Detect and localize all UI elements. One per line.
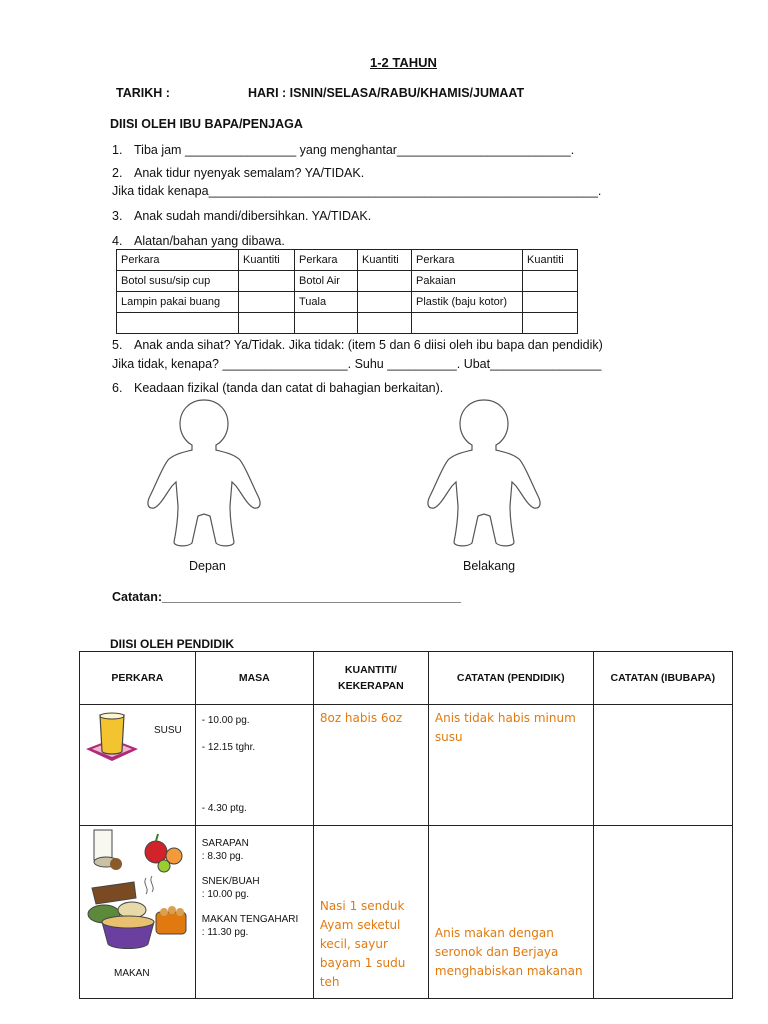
- time-entry: SARAPAN: [201, 838, 249, 849]
- question-2-sub: Jika tidak kenapa________________________________________________________.: [112, 184, 602, 198]
- row-label: SUSU: [154, 725, 182, 736]
- question-6: [112, 381, 443, 395]
- table-row: [80, 705, 733, 826]
- table-header-row: [80, 652, 733, 705]
- item-cell: [80, 705, 196, 826]
- body-back-figure[interactable]: [420, 396, 548, 548]
- quantity-cell[interactable]: [239, 313, 295, 334]
- time-entry: - 4.30 ptg.: [201, 803, 247, 814]
- header-cell: Perkara: [295, 250, 358, 271]
- table-row: [117, 292, 578, 313]
- question-text: Anak tidur nyenyak semalam? YA/TIDAK.: [134, 166, 365, 180]
- table-row: [80, 826, 733, 999]
- question-2: [112, 166, 364, 180]
- item-cell[interactable]: [295, 313, 358, 334]
- day-label: HARI : ISNIN/SELASA/RABU/KHAMIS/JUMAAT: [248, 86, 525, 100]
- food-icon: [82, 826, 192, 956]
- teacher-note-cell[interactable]: [428, 826, 593, 999]
- question-number: 1.: [112, 143, 123, 157]
- time-entry: : 10.00 pg.: [201, 889, 250, 900]
- table-row: [117, 313, 578, 334]
- item-cell: [80, 826, 196, 999]
- row-label: MAKAN: [114, 968, 150, 979]
- notes-line[interactable]: Catatan:___________________________________________: [112, 590, 461, 604]
- teacher-section-heading: DIISI OLEH PENDIDIK: [110, 637, 235, 651]
- item-cell: Plastik (baju kotor): [412, 292, 523, 313]
- table-header-row: [117, 250, 578, 271]
- figure-front-label: Depan: [189, 559, 226, 573]
- question-5: [112, 338, 603, 352]
- teacher-note: Anis makan dengan seronok dan Berjaya menghabiskan makanan: [434, 926, 583, 978]
- question-number: 2.: [112, 166, 123, 180]
- item-cell: Botol Air: [295, 271, 358, 292]
- item-cell: Lampin pakai buang: [117, 292, 239, 313]
- question-number: 3.: [112, 209, 123, 223]
- time-entry: - 12.15 tghr.: [201, 742, 256, 753]
- quantity-cell[interactable]: [523, 292, 578, 313]
- quantity-cell[interactable]: [523, 271, 578, 292]
- header-cell: Perkara: [412, 250, 523, 271]
- item-cell: Pakaian: [412, 271, 523, 292]
- header-cell: Kuantiti: [358, 250, 412, 271]
- parent-section-heading: DIISI OLEH IBU BAPA/PENJAGA: [110, 117, 303, 131]
- figure-back-label: Belakang: [463, 559, 516, 573]
- items-brought-table: [116, 249, 578, 334]
- quantity-cell[interactable]: [239, 292, 295, 313]
- question-5-sub: Jika tidak, kenapa? __________________. Suhu __________. Ubat________________: [112, 357, 602, 371]
- quantity-cell[interactable]: [313, 705, 428, 826]
- time-entry: : 8.30 pg.: [201, 851, 244, 862]
- header-cell: CATATAN (IBUBAPA): [593, 652, 732, 705]
- item-cell: Tuala: [295, 292, 358, 313]
- header-cell: CATATAN (PENDIDIK): [428, 652, 593, 705]
- header-cell: KUANTITI/ KEKERAPAN: [313, 652, 428, 705]
- time-cell: [195, 705, 313, 826]
- parent-note-cell[interactable]: [593, 826, 732, 999]
- question-number: 6.: [112, 381, 123, 395]
- teacher-note: Anis tidak habis minum susu: [434, 711, 576, 744]
- page-title: 1-2 TAHUN: [370, 55, 437, 70]
- header-cell: PERKARA: [80, 652, 196, 705]
- header-cell: MASA: [195, 652, 313, 705]
- quantity-cell[interactable]: [523, 313, 578, 334]
- header-cell: Kuantiti: [523, 250, 578, 271]
- time-entry: SNEK/BUAH: [201, 876, 260, 887]
- time-entry: - 10.00 pg.: [201, 715, 250, 726]
- question-4: [112, 234, 285, 248]
- question-text: Alatan/bahan yang dibawa.: [134, 234, 285, 248]
- quantity-cell[interactable]: [358, 313, 412, 334]
- question-text: Tiba jam ________________ yang menghantar_________________________.: [134, 143, 575, 157]
- question-number: 5.: [112, 338, 123, 352]
- quantity-note: Nasi 1 senduk Ayam seketul kecil, sayur bayam 1 sudu teh: [319, 899, 406, 989]
- question-3: [112, 209, 371, 223]
- teacher-log-table: [79, 651, 733, 999]
- table-row: [117, 271, 578, 292]
- quantity-cell[interactable]: [358, 292, 412, 313]
- quantity-cell[interactable]: [239, 271, 295, 292]
- body-front-figure[interactable]: [140, 396, 268, 548]
- time-cell: [195, 826, 313, 999]
- quantity-cell[interactable]: [358, 271, 412, 292]
- item-cell[interactable]: [412, 313, 523, 334]
- header-cell: Kuantiti: [239, 250, 295, 271]
- item-cell: Botol susu/sip cup: [117, 271, 239, 292]
- time-entry: MAKAN TENGAHARI: [201, 914, 299, 925]
- question-text: Keadaan fizikal (tanda dan catat di bahagian berkaitan).: [134, 381, 444, 395]
- quantity-note: 8oz habis 6oz: [319, 711, 403, 725]
- question-text: Anak sudah mandi/dibersihkan. YA/TIDAK.: [134, 209, 372, 223]
- teacher-note-cell[interactable]: [428, 705, 593, 826]
- time-entry: : 11.30 pg.: [201, 927, 249, 938]
- quantity-cell[interactable]: [313, 826, 428, 999]
- milk-glass-icon: [84, 709, 140, 765]
- item-cell[interactable]: [117, 313, 239, 334]
- parent-note-cell[interactable]: [593, 705, 732, 826]
- date-label: TARIKH :: [116, 86, 170, 100]
- question-1: [112, 143, 574, 157]
- question-text: Anak anda sihat? Ya/Tidak. Jika tidak: (item 5 dan 6 diisi oleh ibu bapa dan pendidik): [134, 338, 603, 352]
- question-number: 4.: [112, 234, 123, 248]
- header-cell: Perkara: [117, 250, 239, 271]
